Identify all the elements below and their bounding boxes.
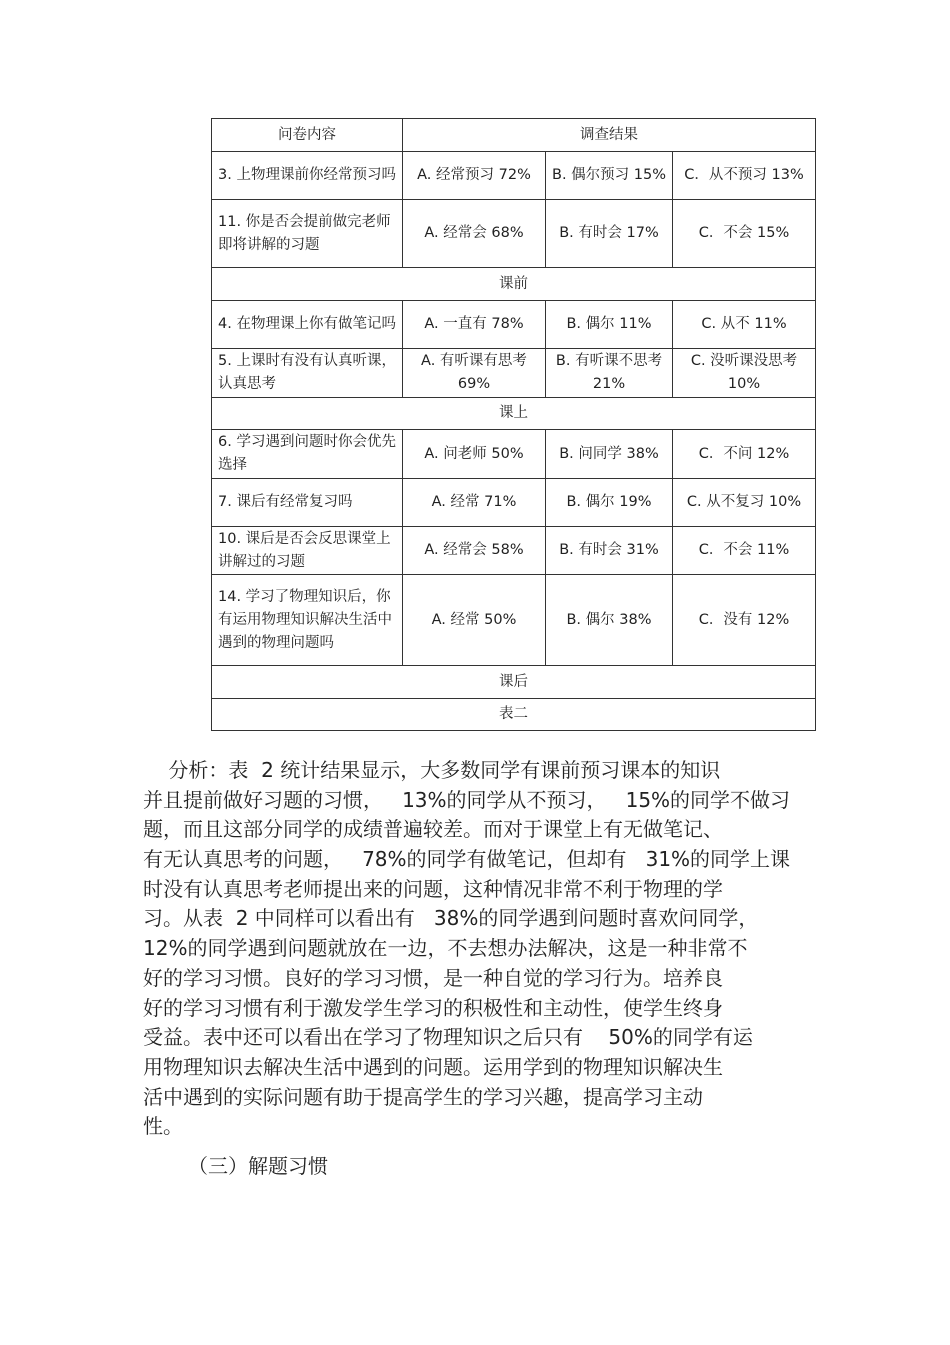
option-a-cell: A. 经常会 58% — [403, 527, 546, 575]
question-cell: 5. 上课时有没有认真听课，认真思考 — [212, 349, 403, 398]
paragraph-line: 分析：表 2 统计结果显示，大多数同学有课前预习课本的知识 — [143, 758, 721, 782]
option-a-cell: A. 经常 50% — [403, 575, 546, 666]
section-label: 表二 — [212, 699, 816, 731]
paragraph-line: 并且提前做好习题的习惯， 13%的同学从不预习， 15%的同学不做习 — [143, 787, 791, 812]
section-heading: （三）解题习惯 — [188, 1154, 328, 1178]
question-cell: 7. 课后有经常复习吗 — [212, 479, 403, 527]
option-c-cell: C. 从不 11% — [673, 301, 816, 349]
header-results: 调查结果 — [403, 119, 816, 152]
option-c-cell: C．不会 11% — [673, 527, 816, 575]
section-label: 课后 — [212, 666, 816, 699]
question-cell: 10. 课后是否会反思课堂上讲解过的习题 — [212, 527, 403, 575]
table-row — [212, 349, 816, 398]
paragraph-line: 有无认真思考的问题， 78%的同学有做笔记，但却有 31%的同学上课 — [143, 847, 791, 872]
paragraph-line: 性。 — [143, 1114, 183, 1139]
survey-table — [211, 118, 816, 731]
option-c-cell: C. 从不复习 10% — [673, 479, 816, 527]
analysis-paragraph — [143, 756, 808, 1142]
option-b-cell: B. 偶尔 19% — [546, 479, 673, 527]
paragraph-line: 活中遇到的实际问题有助于提高学生的学习兴趣，提高学习主动 — [143, 1084, 703, 1109]
table-row — [212, 200, 816, 268]
question-cell: 14. 学习了物理知识后，你有运用物理知识解决生活中遇到的物理问题吗 — [212, 575, 403, 666]
option-b-cell: B. 问同学 38% — [546, 430, 673, 479]
section-row — [212, 398, 816, 430]
table-row — [212, 152, 816, 200]
option-a-cell: A. 有听课有思考 69% — [403, 349, 546, 398]
section-row — [212, 699, 816, 731]
option-a-cell: A. 经常会 68% — [403, 200, 546, 268]
table-row — [212, 527, 816, 575]
option-a-cell: A. 问老师 50% — [403, 430, 546, 479]
option-c-cell: C．不问 12% — [673, 430, 816, 479]
question-cell: 3. 上物理课前你经常预习吗 — [212, 152, 403, 200]
option-a-cell: A. 经常 71% — [403, 479, 546, 527]
table-row — [212, 301, 816, 349]
option-b-cell: B. 偶尔 38% — [546, 575, 673, 666]
paragraph-line: 题，而且这部分同学的成绩普遍较差。而对于课堂上有无做笔记、 — [143, 817, 723, 842]
option-b-cell: B. 有听课不思考 21% — [546, 349, 673, 398]
paragraph-line: 12%的同学遇到问题就放在一边，不去想办法解决，这是一种非常不 — [143, 936, 748, 961]
table-header-row — [212, 119, 816, 152]
section-label: 课上 — [212, 398, 816, 430]
paragraph-line: 好的学习习惯有利于激发学生学习的积极性和主动性，使学生终身 — [143, 995, 723, 1020]
section-row — [212, 666, 816, 699]
option-c-cell: C．没有 12% — [673, 575, 816, 666]
question-cell: 11. 你是否会提前做完老师即将讲解的习题 — [212, 200, 403, 268]
header-content: 问卷内容 — [212, 119, 403, 152]
option-b-cell: B. 有时会 31% — [546, 527, 673, 575]
survey-table-body — [212, 119, 816, 731]
option-b-cell: B. 偶尔 11% — [546, 301, 673, 349]
option-b-cell: B. 有时会 17% — [546, 200, 673, 268]
section-row — [212, 268, 816, 301]
paragraph-line: 习。从表 2 中同样可以看出有 38%的同学遇到问题时喜欢问同学， — [143, 906, 759, 931]
paragraph-line: 好的学习习惯。良好的学习习惯，是一种自觉的学习行为。培养良 — [143, 965, 723, 990]
option-c-cell: C．从不预习 13% — [673, 152, 816, 200]
option-a-cell: A. 经常预习 72% — [403, 152, 546, 200]
option-c-cell: C. 没听课没思考 10% — [673, 349, 816, 398]
paragraph-line: 时没有认真思考老师提出来的问题，这种情况非常不利于物理的学 — [143, 876, 723, 901]
section-label: 课前 — [212, 268, 816, 301]
paragraph-line: 受益。表中还可以看出在学习了物理知识之后只有 50%的同学有运 — [143, 1025, 753, 1050]
option-a-cell: A. 一直有 78% — [403, 301, 546, 349]
option-c-cell: C．不会 15% — [673, 200, 816, 268]
table-row — [212, 479, 816, 527]
paragraph-line: 用物理知识去解决生活中遇到的问题。运用学到的物理知识解决生 — [143, 1054, 723, 1079]
table-row — [212, 575, 816, 666]
table-row — [212, 430, 816, 479]
option-b-cell: B. 偶尔预习 15% — [546, 152, 673, 200]
question-cell: 6. 学习遇到问题时你会优先选择 — [212, 430, 403, 479]
question-cell: 4. 在物理课上你有做笔记吗 — [212, 301, 403, 349]
